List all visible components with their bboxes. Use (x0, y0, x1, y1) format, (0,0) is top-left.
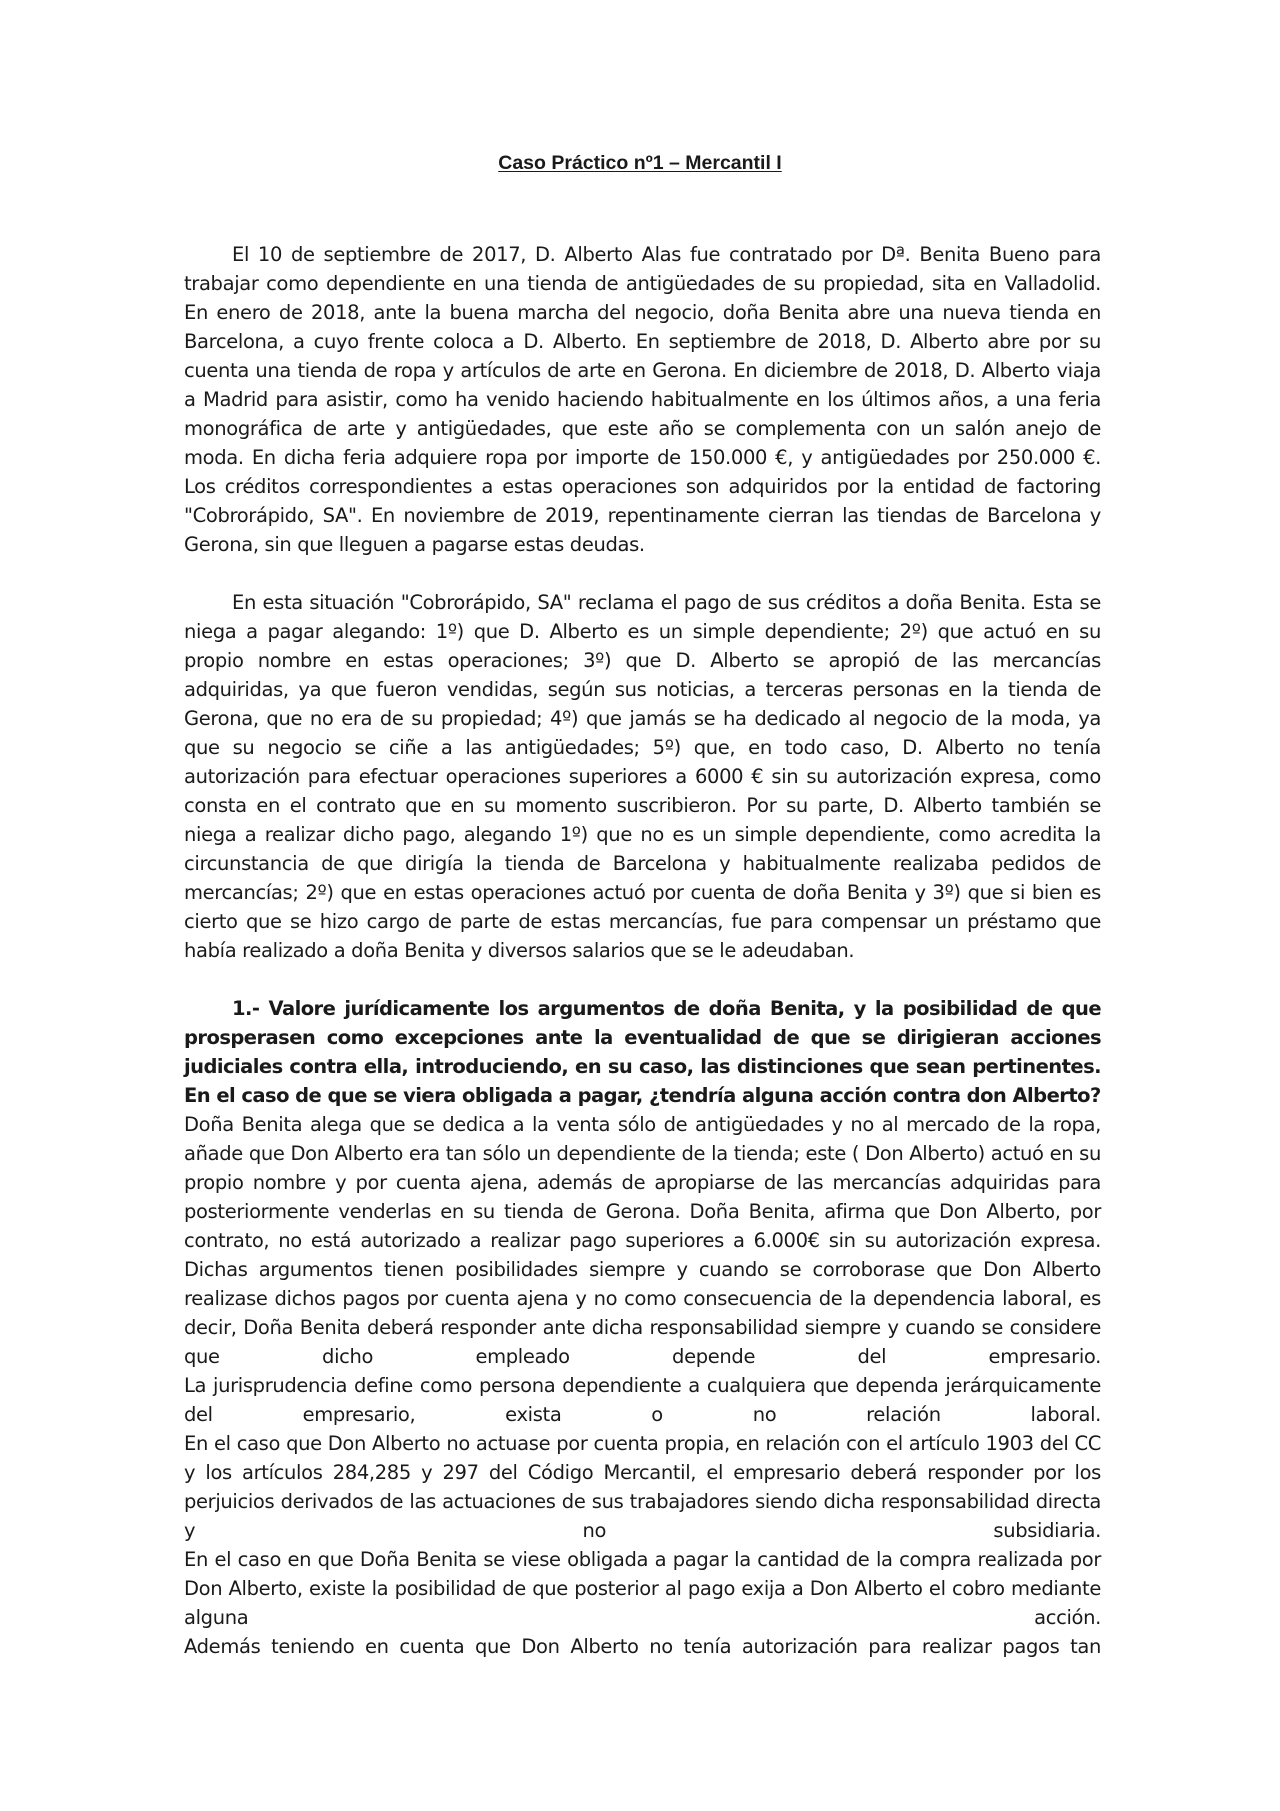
case-paragraph-2: En esta situación "Cobrorápido, SA" reclama el pago de sus créditos a doña Benita. Esta se niega a pagar alegando: 1º) que D. Alberto es un simple dependiente; 2º) que actuó en su propio nombre en estas operaciones; 3º) que D. Alberto se apropió de las mercancías adquiridas, ya que fueron vendidas, según sus noticias, a terceras personas en la tienda de Gerona, que no era de su propiedad; 4º) que jamás se ha dedicado al negocio de la moda, ya que su negocio se ciñe a las antigüedades; 5º) que, en todo caso, D. Alberto no tenía autorización para efectuar operaciones superiores a 6000 € sin su autorización expresa, como consta en el contrato que en su momento suscribieron. Por su parte, D. Alberto también se niega a realizar dicho pago, alegando 1º) que no es un simple dependiente, como acredita la circunstancia de que dirigía la tienda de Barcelona y habitualmente realizaba pedidos de mercancías; 2º) que en estas operaciones actuó por cuenta de doña Benita y 3º) que si bien es cierto que se hizo cargo de parte de estas mercancías, fue para compensar un préstamo que había realizado a doña Benita y diversos salarios que se le adeudaban. (184, 591, 1101, 962)
answer-paragraph-4: En el caso que Don Alberto no actuase por cuenta propia, en relación con el artículo 1903 del CC y los artículos 284,285 y 297 del Código Mercantil, el empresario deberá responder por los perjuicios derivados de las actuaciones de sus trabajadores siendo dicha responsabilidad directa y no subsidiaria. (184, 1432, 1101, 1542)
answer-paragraph-5: En el caso en que Doña Benita se viese obligada a pagar la cantidad de la compra realizada por Don Alberto, existe la posibilidad de que posterior al pago exija a Don Alberto el cobro mediante alguna acción. (184, 1548, 1101, 1629)
paragraph-spacer (184, 559, 1101, 588)
answer-paragraph-1: Doña Benita alega que se dedica a la venta sólo de antigüedades y no al mercado de la ropa, añade que Don Alberto era tan sólo un dependiente de la tienda; este ( Don Alberto) actuó en su propio nombre y por cuenta ajena, además de apropiarse de las mercancías adquiridas para posteriormente venderlas en su tienda de Gerona. Doña Benita, afirma que Don Alberto, por contrato, no está autorizado a realizar pago superiores a 6.000€ sin su autorización expresa. (184, 1113, 1101, 1252)
case-paragraph-1: El 10 de septiembre de 2017, D. Alberto Alas fue contratado por Dª. Benita Bueno para trabajar como dependiente en una tienda de antigüedades de su propiedad, sita en Valladolid. En enero de 2018, ante la buena marcha del negocio, doña Benita abre una nueva tienda en Barcelona, a cuyo frente coloca a D. Alberto. En septiembre de 2018, D. Alberto abre por su cuenta una tienda de ropa y artículos de arte en Gerona. En diciembre de 2018, D. Alberto viaja a Madrid para asistir, como ha venido haciendo habitualmente en los últimos años, a una feria monográfica de arte y antigüedades, que este año se complementa con un salón anejo de moda. En dicha feria adquiere ropa por importe de 150.000 €, y antigüedades por 250.000 €. Los créditos correspondientes a estas operaciones son adquiridos por la entidad de factoring "Cobrorápido, SA". En noviembre de 2019, repentinamente cierran las tiendas de Barcelona y Gerona, sin que lleguen a pagarse estas deudas. (184, 243, 1101, 556)
answer-paragraph-2: Dichas argumentos tienen posibilidades siempre y cuando se corroborase que Don Alberto realizase dichos pagos por cuenta ajena y no como consecuencia de la dependencia laboral, es decir, Doña Benita deberá responder ante dicha responsabilidad siempre y cuando se considere que dicho empleado depende del empresario. (184, 1258, 1101, 1368)
answer-paragraph-6: Además teniendo en cuenta que Don Alberto no tenía autorización para realizar pagos tan (184, 1635, 1101, 1658)
answer-paragraph-3: La jurisprudencia define como persona dependiente a cualquiera que dependa jerárquicamente del empresario, exista o no relación laboral. (184, 1374, 1101, 1426)
question-1: 1.- Valore jurídicamente los argumentos de doña Benita, y la posibilidad de que prosperasen como excepciones ante la eventualidad de que se dirigieran acciones judiciales contra ella, introduciendo, en su caso, las distinciones que sean pertinentes. En el caso de que se viera obligada a pagar, ¿tendría alguna acción contra don Alberto? (184, 997, 1101, 1107)
document-title: Caso Práctico nº1 – Mercantil I (498, 152, 782, 174)
document-body (184, 240, 1101, 1661)
paragraph-spacer (184, 965, 1101, 994)
